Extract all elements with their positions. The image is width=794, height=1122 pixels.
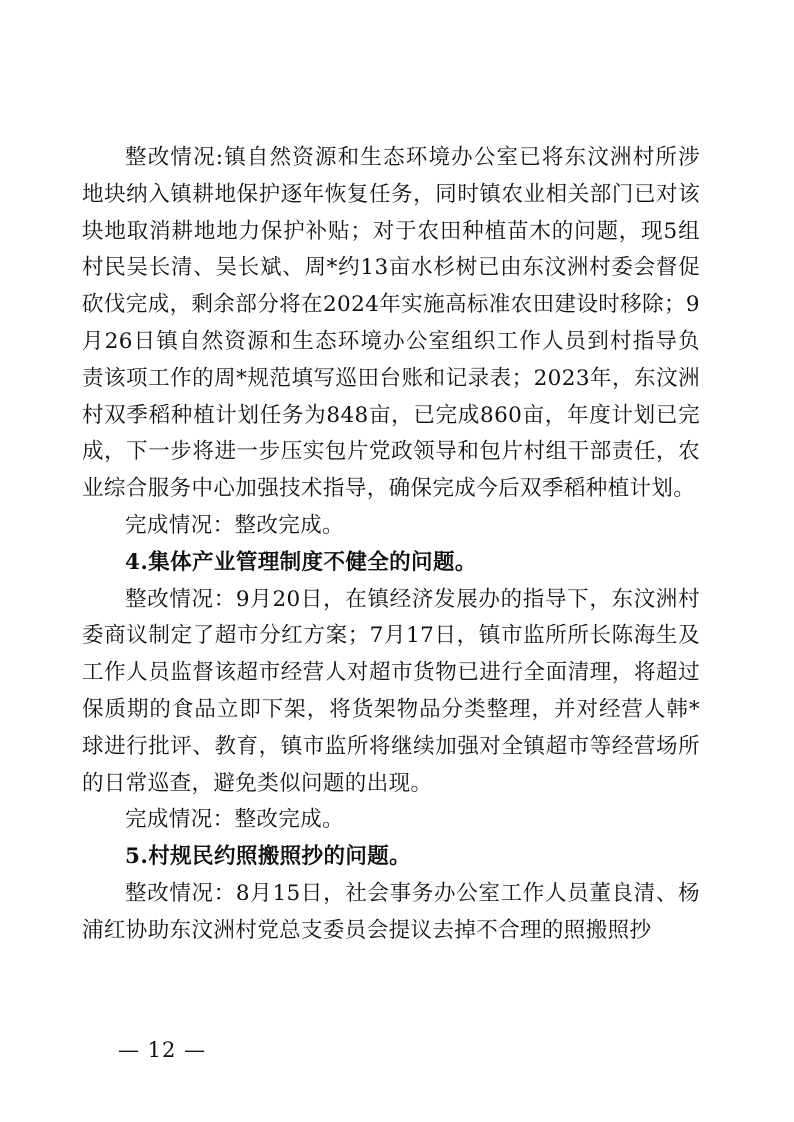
paragraph-rectification-village-rules: 整改情况：8月15日，社会事务办公室工作人员董良清、杨浦红协助东汶洲村党总支委员会提议去掉不合理的照搬照抄: [82, 880, 700, 943]
section-heading-4: 4.集体产业管理制度不健全的问题。: [125, 549, 477, 575]
page-number: — 12 —: [118, 1038, 207, 1062]
document-body: [82, 140, 700, 950]
paragraph-rectification-farmland: 整改情况:镇自然资源和生态环境办公室已将东汶洲村所涉地块纳入镇耕地保护逐年恢复任务，同时镇农业相关部门已对该块地取消耕地地力保护补贴；对于农田种植苗木的问题，现5组村民吴长清、吴长斌、周*约13亩水杉树已由东汶洲村委会督促砍伐完成，剩余部分将在2024年实施高标准农田建设时移除；9月26日镇自然资源和生态环境办公室组织工作人员到村指导负责该项工作的周*规范填写巡田台账和记录表；2023年，东汶洲村双季稻种植计划任务为848亩，已完成860亩，年度计划已完成，下一步将进一步压实包片党政领导和包片村组干部责任，农业综合服务中心加强技术指导，确保完成今后双季稻种植计划。: [82, 145, 700, 502]
paragraph-completion-status: 完成情况：整改完成。: [125, 807, 345, 833]
section-heading-5: 5.村规民约照搬照抄的问题。: [125, 844, 412, 870]
paragraph-rectification-industry: 整改情况：9月20日，在镇经济发展办的指导下，东汶洲村委商议制定了超市分红方案；7月17日，镇市监所所长陈海生及工作人员监督该超市经营人对超市货物已进行全面清理，将超过保质期的食品立即下架，将货架物品分类整理，并对经营人韩*球进行批评、教育，镇市监所将继续加强对全镇超市等经营场所的日常巡查，避免类似问题的出现。: [82, 586, 700, 796]
paragraph-completion-status: 完成情况：整改完成。: [125, 512, 345, 538]
